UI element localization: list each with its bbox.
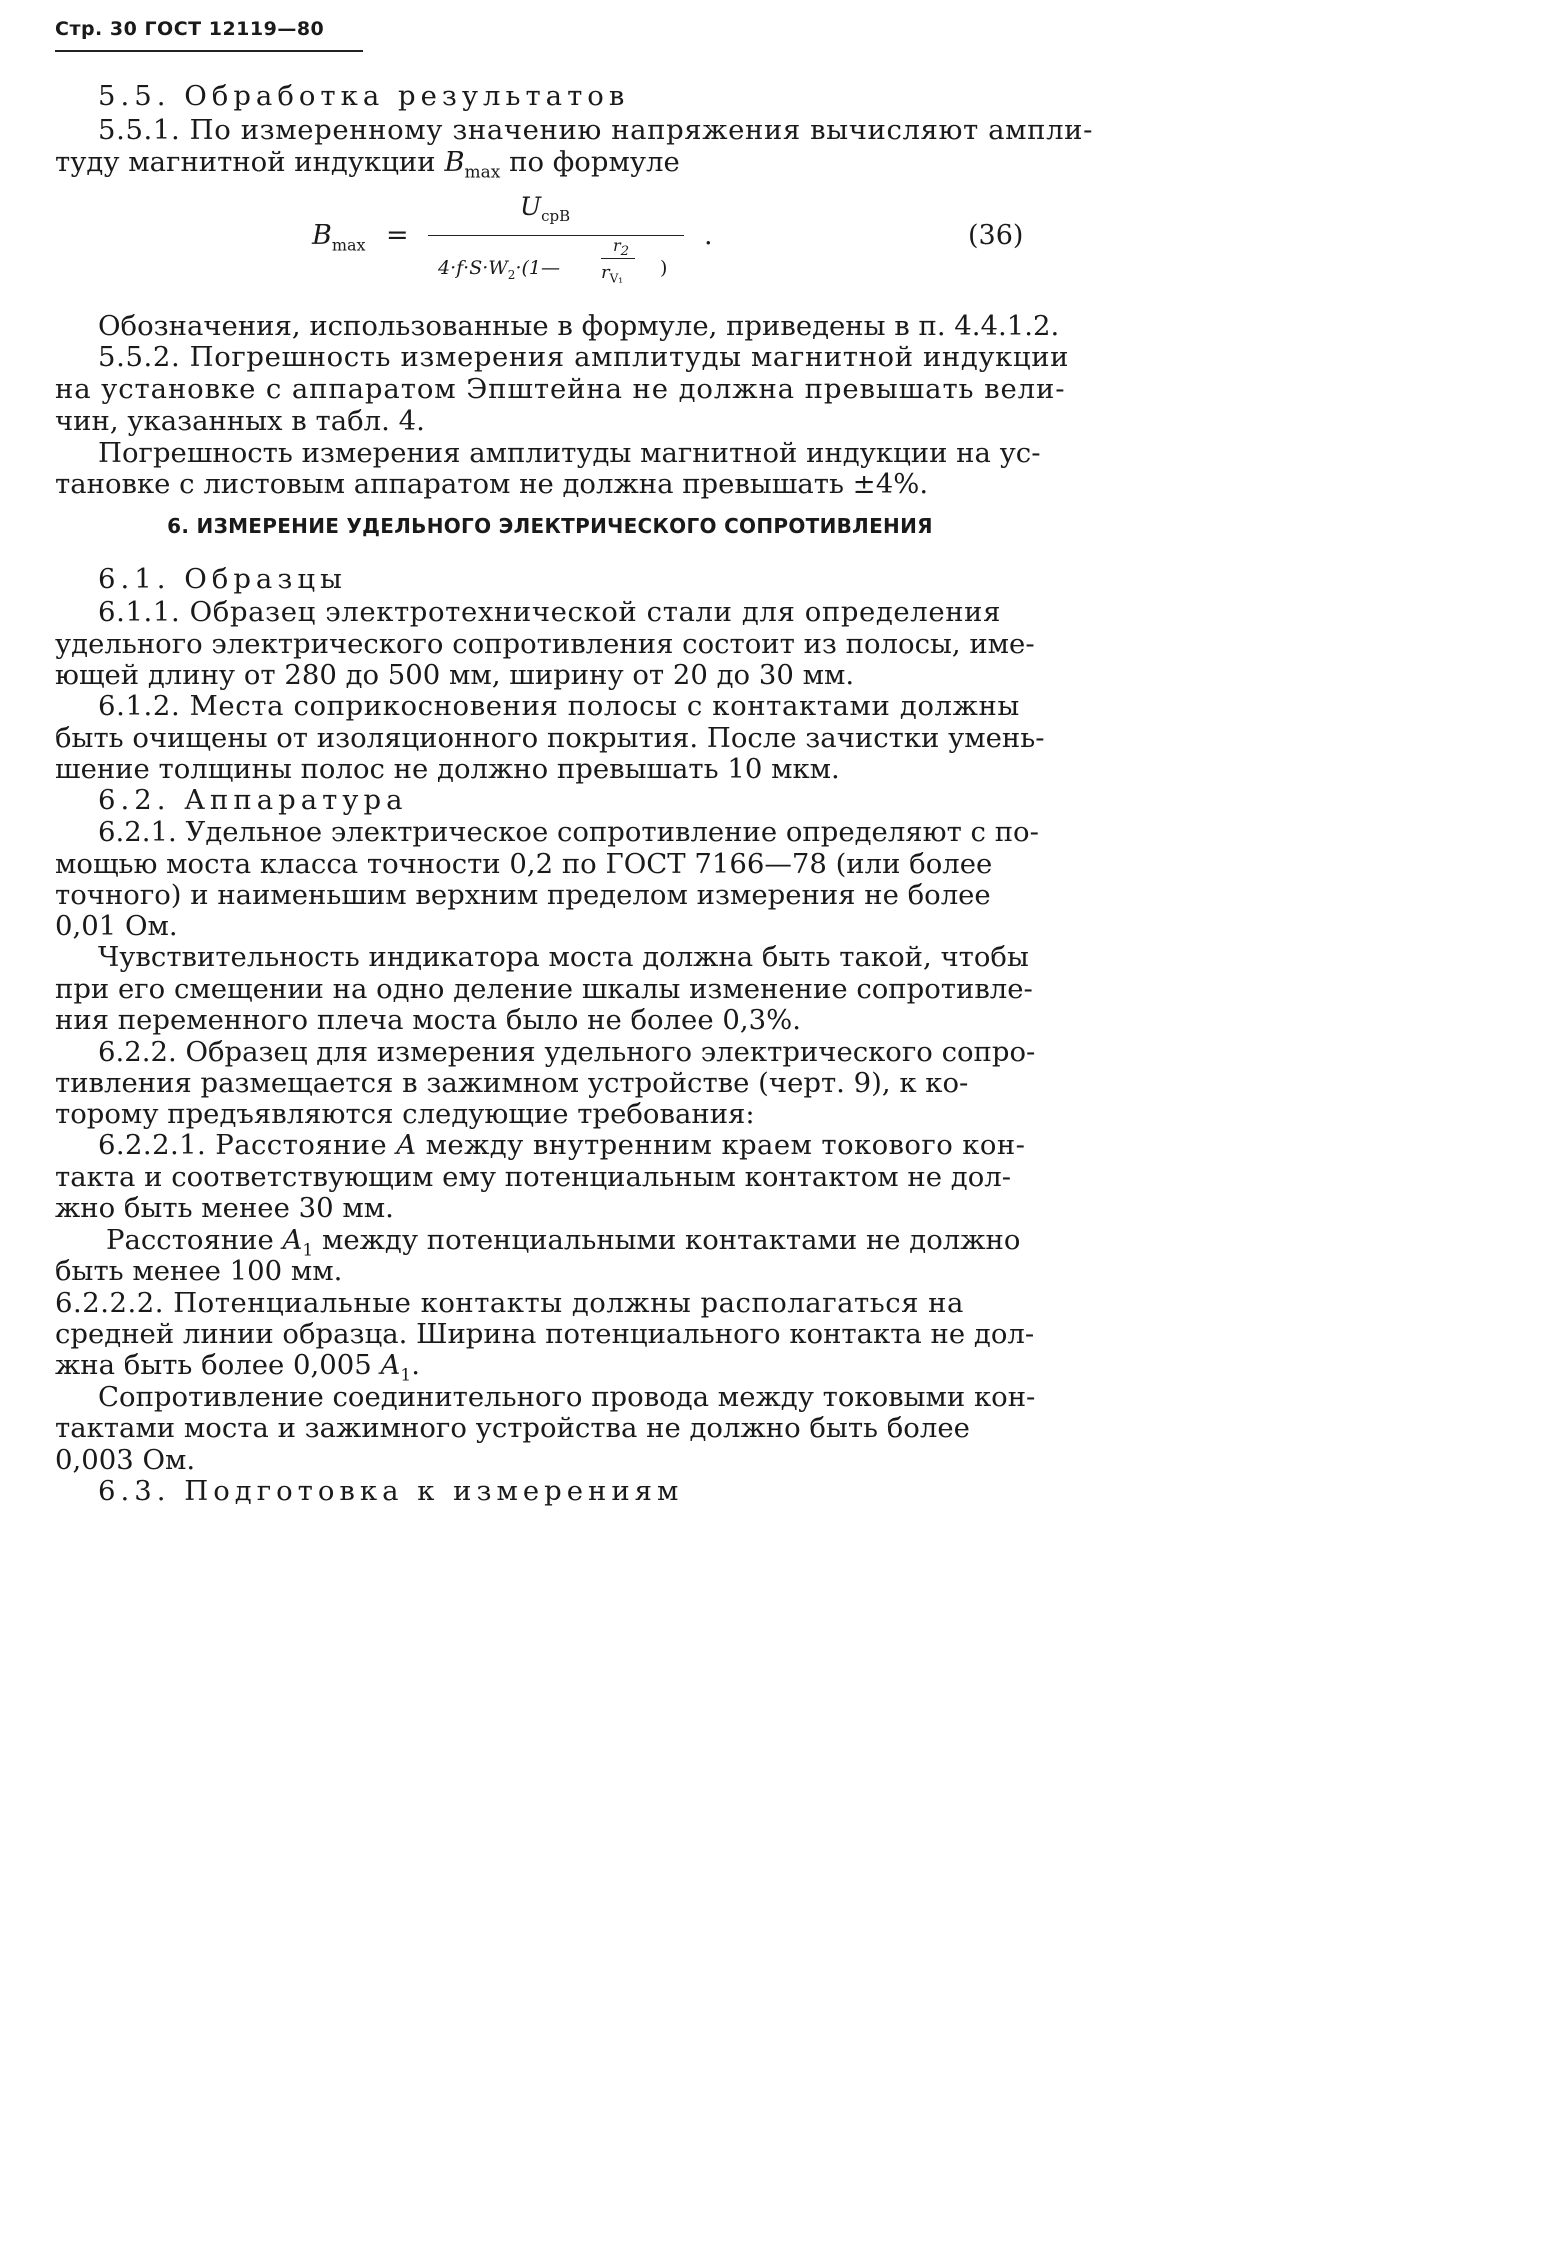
para-6-2-1-line3: точного) и наименьшим верхним пределом измерения не более (55, 879, 991, 911)
para-6-2-2-1-p2-pre: Расстояние (106, 1224, 274, 1256)
para-5-5-1-line1: 5.5.1. По измеренному значению напряжения вычисляют ампли- (98, 114, 1093, 146)
para-6-2-2-1-pre: 6.2.2.1. Расстояние (98, 1129, 388, 1161)
section-5-5-title: 5.5. Обработка результатов (98, 80, 630, 112)
para-6-2-2-line3: торому предъявляются следующие требования: (55, 1098, 755, 1130)
symbol-a: A (396, 1129, 417, 1161)
para-6-2-2-1-line1 (98, 1129, 1025, 1161)
formula-fraction-bar (428, 235, 684, 236)
inner-den-sub: V₁ (609, 271, 624, 286)
formula-lhs-symbol: B (312, 220, 332, 251)
formula-denominator-text: 4·f·S·W (438, 257, 508, 279)
para-6-2-2-2-p2-line3: 0,003 Ом. (55, 1444, 196, 1476)
section-6-1-title: 6.1. Образцы (98, 563, 347, 595)
inner-fraction-bar (601, 258, 635, 259)
para-5-5-2-p2-line1: Погрешность измерения амплитуды магнитной индукции на ус- (98, 437, 1041, 469)
para-6-2-2-line1: 6.2.2. Образец для измерения удельного электрического сопро- (98, 1036, 1036, 1068)
formula-numerator (520, 192, 570, 225)
section-6-3-title: 6.3. Подготовка к измерениям (98, 1475, 684, 1507)
para-6-2-1-p2-line2: при его смещении на одно деление шкалы изменение сопротивле- (55, 973, 1033, 1005)
formula-number: (36) (968, 220, 1024, 251)
para-6-2-1-p2-line1: Чувствительность индикатора моста должна быть такой, чтобы (98, 941, 1029, 973)
formula-notes: Обозначения, использованные в формуле, приведены в п. 4.4.1.2. (98, 310, 1060, 342)
para-6-1-2-line3: шение толщины полос не должно превышать 10 мкм. (55, 753, 840, 785)
para-6-2-2-1-post: между внутренним краем токового кон- (425, 1129, 1026, 1161)
para-6-1-1-line3: ющей длину от 280 до 500 мм, ширину от 20 до 30 мм. (55, 659, 855, 691)
para-6-2-2-2-p2-line1: Сопротивление соединительного провода между токовыми кон- (98, 1381, 1036, 1413)
para-5-5-1-line2-tail: по формуле (509, 146, 680, 178)
para-6-1-1-line1: 6.1.1. Образец электротехнической стали для определения (98, 596, 1002, 628)
para-6-2-2-line2: тивления размещается в зажимном устройстве (черт. 9), к ко- (55, 1067, 969, 1099)
para-5-5-1-line2 (55, 146, 680, 189)
para-6-2-2-1-line3: жно быть менее 30 мм. (55, 1192, 394, 1224)
inner-num-sub: 2 (620, 244, 630, 260)
symbol-a1: A (282, 1224, 303, 1256)
formula-denominator-tail: ·(1— (515, 257, 560, 279)
symbol-a1-b: A (380, 1349, 401, 1381)
para-5-5-2-line1: 5.5.2. Погрешность измерения амплитуды магнитной индукции (98, 341, 1070, 373)
para-6-1-1-line2: удельного электрического сопротивления состоит из полосы, име- (55, 628, 1035, 660)
header-rule (55, 50, 363, 52)
para-5-5-2-p2-line2: тановке с листовым аппаратом не должна превышать ±4%. (55, 468, 929, 500)
para-6-2-1-line1: 6.2.1. Удельное электрическое сопротивление определяют с по- (98, 816, 1039, 848)
inner-den-symbol: r (601, 262, 610, 283)
section-6-2-title: 6.2. Аппаратура (98, 784, 408, 816)
formula-dot: . (704, 220, 713, 251)
para-6-1-2-line1: 6.1.2. Места соприкосновения полосы с контактами должны (98, 690, 1020, 722)
para-6-2-2-2-post: . (411, 1349, 420, 1381)
para-6-2-2-2-line2: средней линии образца. Ширина потенциального контакта не дол- (55, 1318, 1035, 1350)
formula-lhs (312, 220, 366, 254)
para-6-2-1-p2-line3: ния переменного плеча моста было не более 0,3%. (55, 1004, 801, 1036)
document-page (0, 0, 1100, 1580)
formula-numerator-sub: срB (541, 207, 571, 225)
formula-denominator (438, 257, 560, 282)
inner-fraction-denominator (601, 262, 623, 286)
inner-fraction-numerator (613, 236, 629, 259)
formula-equals: = (386, 220, 409, 251)
symbol-b-sub: max (464, 162, 501, 183)
para-6-2-1-line4: 0,01 Ом. (55, 910, 178, 942)
para-6-2-2-1-p2-post: между потенциальными контактами не должно (321, 1224, 1021, 1256)
para-6-2-1-line2: мощью моста класса точности 0,2 по ГОСТ 7166—78 (или более (55, 848, 993, 880)
symbol-b: B (444, 146, 465, 178)
para-5-5-1-line2-text: туду магнитной индукции (55, 146, 436, 178)
formula-close-paren: ) (660, 257, 668, 279)
para-5-5-2-line3: чин, указанных в табл. 4. (55, 405, 425, 437)
formula-numerator-symbol: U (520, 192, 542, 221)
para-5-5-2-line2: на установке с аппаратом Эпштейна не должна превышать вели- (55, 373, 1066, 405)
formula-lhs-sub: max (331, 235, 366, 255)
section-6-title: 6. ИЗМЕРЕНИЕ УДЕЛЬНОГО ЭЛЕКТРИЧЕСКОГО СОПРОТИВЛЕНИЯ (167, 514, 933, 538)
inner-num-symbol: r (613, 236, 621, 255)
symbol-a1-sub: 1 (302, 1240, 314, 1261)
para-6-2-2-1-line2: такта и соответствующим ему потенциальным контактом не дол- (55, 1161, 1012, 1193)
symbol-a1-b-sub: 1 (400, 1365, 412, 1386)
formula-inner-fraction (599, 236, 643, 292)
page-header: Стр. 30 ГОСТ 12119—80 (55, 18, 325, 40)
para-6-1-2-line2: быть очищены от изоляционного покрытия. После зачистки умень- (55, 722, 1045, 754)
formula-denominator-sub: 2 (507, 267, 516, 282)
para-6-2-2-1-p2-line2: быть менее 100 мм. (55, 1255, 343, 1287)
para-6-2-2-2-pre: жна быть более 0,005 (55, 1349, 372, 1381)
formula-36 (0, 190, 1100, 305)
para-6-2-2-2-line1: 6.2.2.2. Потенциальные контакты должны располагаться на (55, 1287, 964, 1319)
para-6-2-2-2-p2-line2: тактами моста и зажимного устройства не должно быть более (55, 1412, 970, 1444)
